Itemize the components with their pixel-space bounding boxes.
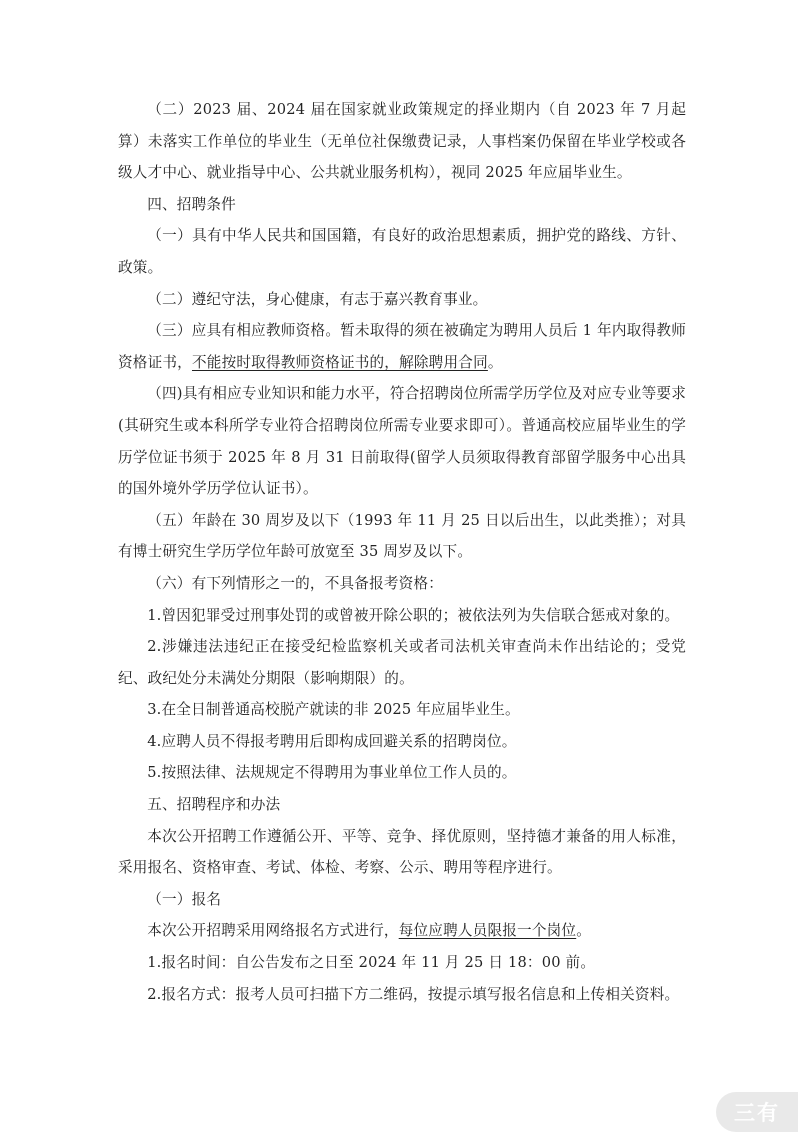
list-item-ineligibility-2: 2.涉嫌违法违纪正在接受纪检监察机关或者司法机关审查尚未作出结论的；受党纪、政纪处分未满处分期限（影响期限）的。: [118, 638, 686, 687]
section-heading-procedure: 五、招聘程序和办法: [147, 796, 281, 814]
list-item-ineligibility-4: 4.应聘人员不得报考聘用后即构成回避关系的招聘岗位。: [147, 732, 517, 750]
paragraph-condition-teacher-qualification: [118, 315, 686, 378]
paragraph-registration-method: [118, 915, 686, 947]
list-item-ineligibility-5: 5.按照法律、法规规定不得聘用为事业单位工作人员的。: [147, 764, 517, 782]
paragraph-condition-age: （五）年龄在 30 周岁及以下（1993 年 11 月 25 日以后出生，以此类推）；对具有博士研究生学历学位年龄可放宽至 35 周岁及以下。: [118, 511, 686, 561]
list-item-registration-time: 1.报名时间：自公告发布之日至 2024 年 11 月 25 日 18：00 前。: [147, 954, 596, 972]
paragraph-procedure-principles: 本次公开招聘工作遵循公开、平等、竞争、择优原则，坚持德才兼备的用人标准，采用报名、资格审查、考试、体检、考察、公示、聘用等程序进行。: [118, 827, 686, 877]
registration-method-end: 。: [576, 922, 592, 940]
teacher-qualification-text: （三）应具有相应教师资格。暂未取得的须在被确定为聘用人员后 1 年内取得教师资格证书，: [118, 322, 686, 371]
list-item-ineligibility-1: 1.曾因犯罪受过刑事处罚的或曾被开除公职的；被依法列为失信联合惩戒对象的。: [147, 606, 680, 624]
registration-method-text: 本次公开招聘采用网络报名方式进行，: [147, 922, 399, 940]
list-item-registration-way: 2.报名方式：报考人员可扫描下方二维码，按提示填写报名信息和上传相关资料。: [147, 985, 680, 1003]
watermark-text: 三有: [734, 1101, 780, 1125]
paragraph-ineligibility-intro: （六）有下列情形之一的，不具备报考资格：: [147, 574, 444, 592]
teacher-qualification-underlined-text: 不能按时取得教师资格证书的，解除聘用合同: [191, 353, 488, 371]
paragraph-condition-nationality: （一）具有中华人民共和国国籍，有良好的政治思想素质，拥护党的路线、方针、政策。: [118, 227, 686, 276]
paragraph-condition-education: （四)具有相应专业知识和能力水平，符合招聘岗位所需学历学位及对应专业等要求(其研究生或本科所学专业符合招聘岗位所需专业要求即可）。普通高校应届毕业生的学历学位证书须于 2025 年 8 月 31 日前取得(留学人员须取得教育部留学服务中心出具的国外境外学历学位认证书）。: [118, 385, 686, 498]
document-body: [118, 94, 686, 1010]
subsection-heading-registration: （一）报名: [147, 890, 222, 908]
registration-method-underlined-text: 每位应聘人员限报一个岗位: [398, 922, 577, 940]
list-item-ineligibility-3: 3.在全日制普通高校脱产就读的非 2025 年应届毕业生。: [147, 701, 520, 719]
paragraph-condition-law-health: （二）遵纪守法，身心健康，有志于嘉兴教育事业。: [147, 290, 488, 308]
paragraph-graduate-period: （二）2023 届、2024 届在国家就业政策规定的择业期内（自 2023 年 7 月起算）未落实工作单位的毕业生（无单位社保缴费记录，人事档案仍保留在毕业学校或各级人才中心、就业指导中心、公共就业服务机构），视同 2025 年应届毕业生。: [118, 101, 686, 182]
watermark-badge: [716, 1092, 798, 1132]
section-heading-recruitment-conditions: 四、招聘条件: [147, 195, 236, 213]
teacher-qualification-end: 。: [487, 353, 503, 371]
